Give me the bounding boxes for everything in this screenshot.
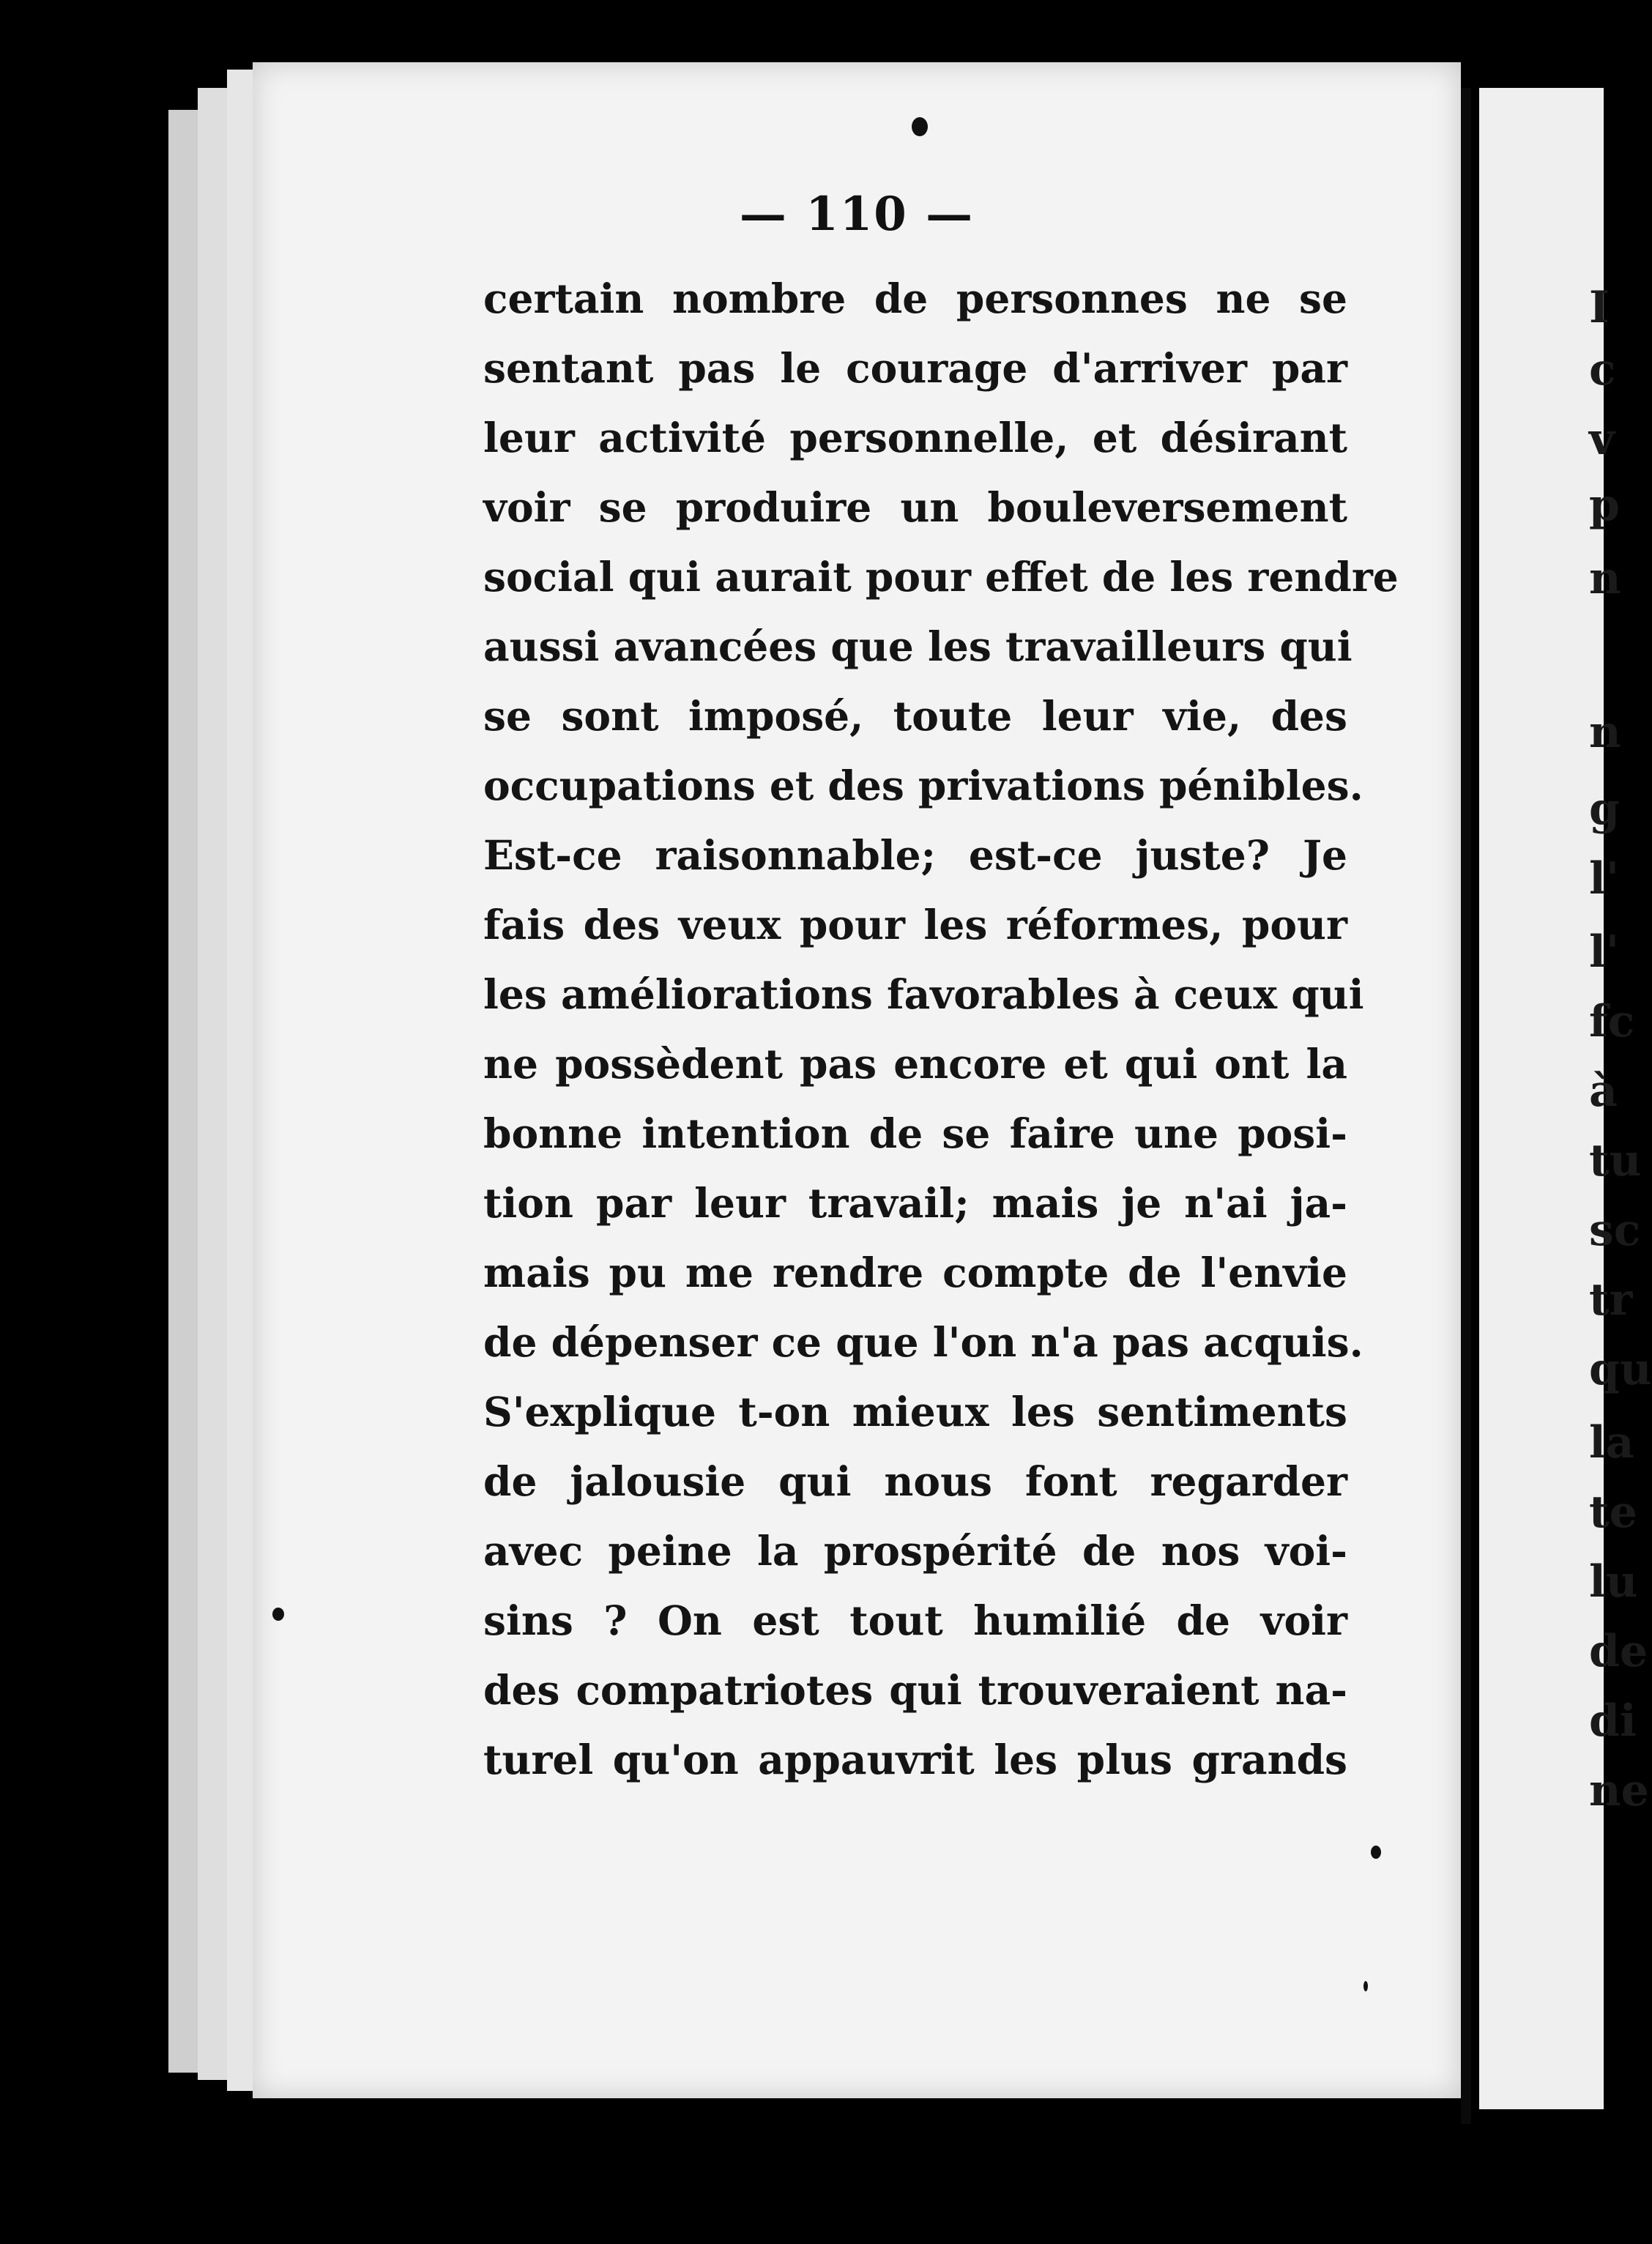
text-line: de jalousie qui nous font regarder: [483, 1457, 1347, 1505]
text-line: Est-ce raisonnable; est-ce juste? Je: [483, 831, 1347, 879]
text-line: leur activité personnelle, et désirant: [483, 414, 1347, 461]
text-line: occupations et des privations pénibles.: [483, 762, 1363, 809]
text-line: de dépenser ce que l'on n'a pas acquis.: [483, 1318, 1363, 1366]
text-line: les améliorations favorables à ceux qui: [483, 970, 1364, 1018]
facing-page-fragment: l': [1589, 853, 1620, 904]
page-number: — 110 —: [739, 187, 975, 242]
text-line: turel qu'on appauvrit les plus grands: [483, 1736, 1347, 1783]
facing-page-fragment: sc: [1589, 1205, 1641, 1256]
facing-page-fragment: fc: [1589, 996, 1635, 1047]
facing-page-fragment: di: [1589, 1695, 1637, 1747]
text-line: fais des veux pour les réformes, pour: [483, 901, 1347, 948]
text-line: des compatriotes qui trouveraient na-: [483, 1666, 1347, 1714]
facing-page-fragment: n: [1589, 553, 1621, 604]
ink-speck: [1363, 1981, 1368, 1991]
text-line: tion par leur travail; mais je n'ai ja-: [483, 1179, 1347, 1227]
facing-page-fragment: de: [1589, 1626, 1648, 1677]
text-line: se sont imposé, toute leur vie, des: [483, 692, 1347, 740]
facing-page-fragment: v: [1589, 414, 1615, 465]
text-line: avec peine la prospérité de nos voi-: [483, 1527, 1347, 1575]
text-line: certain nombre de personnes ne se: [483, 275, 1347, 322]
text-line: voir se produire un bouleversement: [483, 483, 1347, 531]
text-line: sentant pas le courage d'arriver par: [483, 344, 1347, 392]
text-line: S'explique t-on mieux les sentiments: [483, 1388, 1347, 1435]
ink-speck: [912, 117, 928, 136]
ink-speck: [272, 1608, 284, 1621]
text-line: aussi avancées que les travailleurs qui: [483, 623, 1353, 670]
text-line: mais pu me rendre compte de l'envie: [483, 1249, 1347, 1296]
text-line: bonne intention de se faire une posi-: [483, 1110, 1347, 1157]
facing-page-fragment: tr: [1589, 1274, 1633, 1326]
facing-page-fragment: c: [1589, 344, 1616, 395]
text-line: social qui aurait pour effet de les rendre: [483, 553, 1399, 601]
text-line: ne possèdent pas encore et qui ont la: [483, 1040, 1347, 1088]
facing-page-fragment: ne: [1589, 1765, 1649, 1816]
text-line: sins ? On est tout humilié de voir: [483, 1597, 1347, 1644]
ink-speck: [1371, 1846, 1381, 1859]
facing-page-fragment: g: [1589, 784, 1620, 835]
facing-page-fragment: l': [1589, 926, 1620, 978]
book-gutter: [1461, 88, 1471, 2124]
facing-page-fragment: n: [1589, 707, 1621, 758]
facing-page-fragment: I: [1589, 282, 1610, 333]
facing-page-fragment: tu: [1589, 1135, 1642, 1186]
facing-page-fragment: lu: [1589, 1556, 1638, 1608]
facing-page-fragment: la: [1589, 1417, 1634, 1468]
facing-page-fragment: te: [1589, 1487, 1637, 1538]
page-body-text: [483, 264, 1399, 1794]
facing-page-fragment: à: [1589, 1066, 1618, 1117]
facing-page-fragment: qu: [1589, 1344, 1652, 1395]
facing-page-fragment: p: [1589, 480, 1620, 531]
right-page-fragment: [1479, 88, 1652, 2109]
